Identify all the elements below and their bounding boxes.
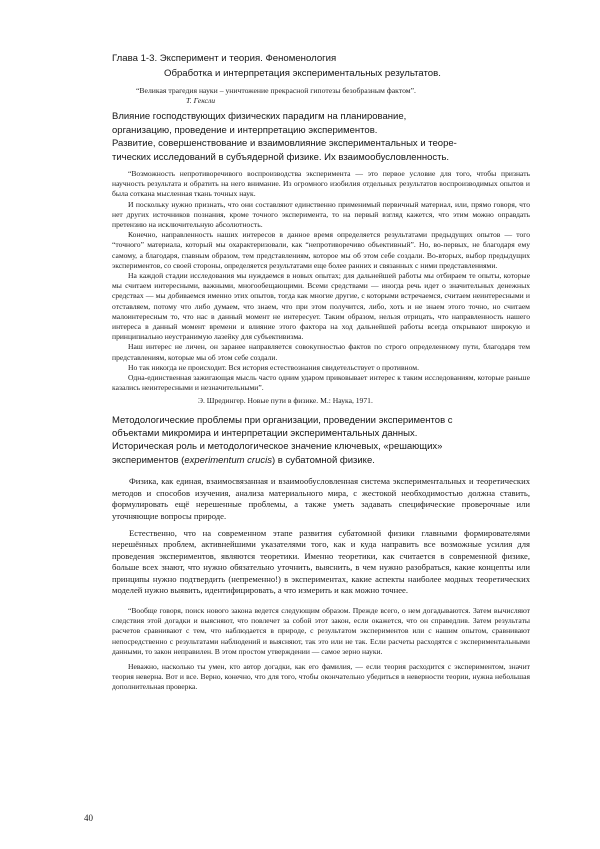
epigraph-attribution: Т. Гексли [186,96,216,106]
quote-paragraph: Наш интерес не личен, он заранее направляется совокупностью фактов по строго определенному пути, благодаря тем представлениям, которые мы об этом себе создали. [112,342,530,362]
topic-2-line-2: объектами микромира и интерпретации экспериментальных данных. [112,427,418,439]
spacer [112,406,530,410]
quote-paragraph: “Возможность непротиворечивого воспроизводства эксперимента — это первое условие для того, чтобы признать научность результата и обратить на него внимание. Из огромного изобилия отдельных результатов воспроизводимых опытов и была соткана мысленная ткань точных наук. [112,169,530,199]
chapter-heading-line-2: Обработка и интерпретация экспериментальных результатов. [164,67,441,79]
quote-paragraph: Конечно, направленность наших интересов в данное время определяется результатами предыдущих опытов — того “точного” материала, который мы охарактеризовали, как “непротиворечиво объективный”. Но, во-первых, не благодаря ему самому, а благодаря, главным образом, тем представлениям, которое мы об этом себе создали. Во-вторых, выбор предыдущих экспериментов, со своей стороны, определяется результатами еще более ранних и связанных с ними представлениями. [112,230,530,270]
body-paragraph: Естественно, что на современном этапе развития субатомной физики главными формирователями нерешённых проблем, активнейшими указателями того, как и куда направить все возможные усилия для проведения экспериментов, являются теоретики. Именно теоретики, как считается в современной физике, больше всех знают, что нужно обязательно уточнить, выяснить, в чем нужно разобраться, какие концепты или принципы нужно подтвердить (непременно!) в экспериментах, какие аспекты наиболее модных теоретических моделей нужно выявить, идентифицировать, а что измерить и как можно точнее. [112,527,530,596]
topic-statement-block-1 [112,110,530,164]
topic-1-line-2: организацию, проведение и интерпретацию экспериментов. [112,124,378,136]
topic-2-line-4-prefix: экспериментов ( [112,454,185,466]
quote-paragraph: “Вообще говоря, поиск нового закона ведется следующим образом. Прежде всего, о нем догадываются. Затем вычисляют следствия этой догадки и выясняют, что повлечет за собой этот закон, если окажется, что он справедлив. Затем результаты расчетов сравнивают с тем, что наблюдается в природе, с результатом экспериментов или с нашим опытом, сравнивают непосредственно с результатами наблюдений и выясняют, так это или не так. Если расчеты расходятся с экспериментальными данными, то закон неправилен. В этом простом утверждении — самое зерно науки. [112,606,530,656]
topic-statement-block-2 [112,414,530,468]
body-text [112,476,530,597]
feynman-quotation [112,606,530,693]
schrodinger-quotation [112,169,530,393]
topic-2-line-4 [112,454,530,467]
topic-1-line-3: Развитие, совершенствование и взаимовлияние экспериментальных и теоре- [112,138,457,150]
quote-paragraph: Одна-единственная зажигающая мысль часто одним ударом приковывает интерес к таким исследованиям, которые раньше казались неинтересными и незначительными”. [112,373,530,393]
topic-2-line-4-suffix: ) в субатомной физике. [271,454,375,466]
quote-paragraph: Неважно, насколько ты умен, кто автор догадки, как его фамилия, — если теория расходится с экспериментом, значит теория неверна. Вот и все. Верно, конечно, что для того, чтобы окончательно убедиться в неверности теории, нужна небольшая дополнительная проверка. [112,662,530,692]
quote-paragraph: Но так никогда не происходит. Вся история естествознания свидетельствует о противном. [128,362,419,372]
chapter-heading-line-1: Глава 1-3. Эксперимент и теория. Феноменология [112,53,337,64]
topic-2-line-1: Методологические проблемы при организации, проведении экспериментов с [112,414,453,426]
topic-1-line-1: Влияние господствующих физических парадигм на планирование, [112,111,407,123]
epigraph-text: “Великая трагедия науки – уничтожение прекрасной гипотезы безобразным фактом”. [136,86,416,95]
body-paragraph: Физика, как единая, взаимосвязанная и взаимообусловленная система экспериментальных и теоретических методов и способов изучения, анализа материального мира, с жестокой необходимостью должна ставить, формулировать ещё нерешенные проблемы, а также уметь задавать специфические проверочные или уточняющие вопросы природе. [112,476,530,521]
page-number: 40 [84,813,93,823]
quote-paragraph: На каждой стадии исследования мы нуждаемся в новых опытах; для дальнейшей работы мы отбираем те опыты, которые мы считаем интересными, важными, многообещающими. Всеми средствами — иногда речь идет о значительных денежных средствах — мы добиваемся именно этих опытов, тогда как многие другие, с которыми встречаемся, считаем неинтересными и отставляем, потому что либо думаем, что знаем, что при этом получится, либо, хоть и не знаем этого точно, но считаем малоинтересным то, что нас в данный момент не интересует. Таким образом, нельзя отрицать, что направленность нашего интереса в данный момент времени и влияние этого фактора на ход дальнейшей работы всегда открывают широкую и принципиально неустранимую лазейку для субъективизма. [112,271,530,342]
quotation-source: Э. Шредингер. Новые пути в физике. М.: Наука, 1971. [198,395,373,405]
topic-1-line-4: тических исследований в субъядерной физике. Их взаимообусловленность. [112,151,450,163]
topic-2-line-3: Историческая роль и методологическое значение ключевых, «решающих» [112,441,443,453]
chapter-heading [112,52,530,81]
epigraph [112,86,530,106]
latin-term-experimentum-crucis: experimentum crucis [184,454,272,466]
quote-paragraph: И поскольку нужно признать, что они составляют единственно применимый первичный материал, или, прямо говоря, что нет других источников познания, кроме точного эксперимента, то на первый взгляд кажется, что этим можно оправдать претензию на исключительную абсолютность. [112,199,530,230]
